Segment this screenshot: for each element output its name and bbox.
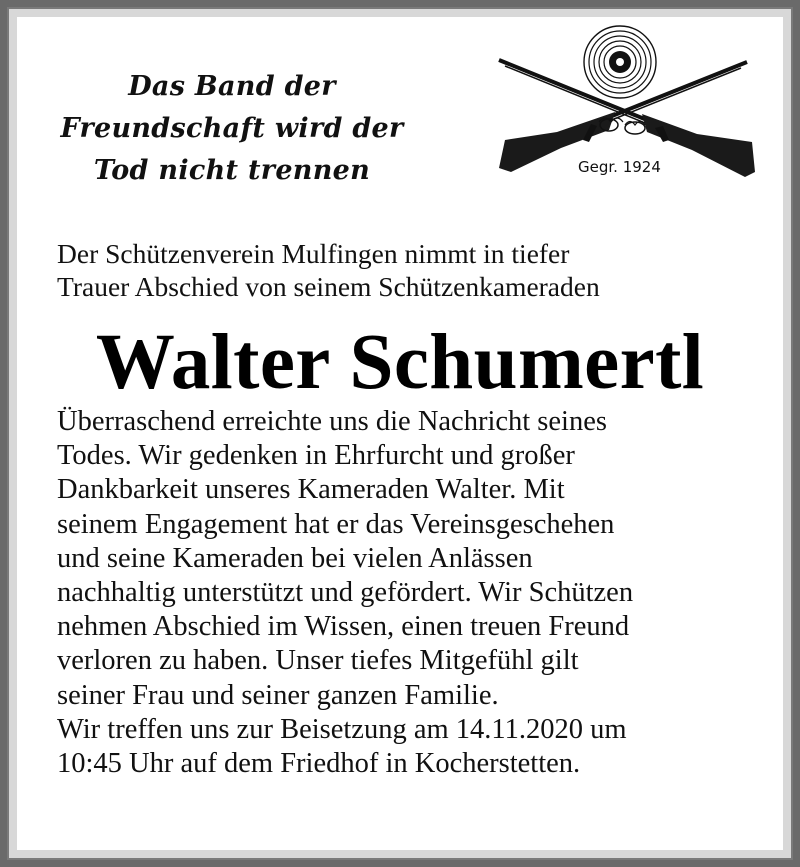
motto-line: Tod nicht trennen	[93, 155, 371, 186]
body-line: seinem Engagement hat er das Vereinsgeschehen	[57, 508, 615, 540]
body-line: nachhaltig unterstützt und gefördert. Wir Schützen	[57, 577, 634, 609]
body-line: und seine Kameraden bei vielen Anlässen	[57, 542, 533, 574]
motto-line: Freundschaft wird der	[60, 113, 404, 144]
target-icon	[584, 26, 656, 98]
body-line: verloren zu haben. Unser tiefes Mitgefühl gilt	[57, 645, 579, 677]
motto	[52, 66, 412, 192]
intro-line: Trauer Abschied von seinem Schützenkameraden	[57, 270, 600, 302]
body-line: 10:45 Uhr auf dem Friedhof in Kocherstetten.	[57, 748, 581, 780]
founded-year-label: Gegr. 1924	[578, 158, 661, 176]
intro-line: Der Schützenverein Mulfingen nimmt in tiefer	[57, 238, 570, 269]
intro-text	[57, 238, 757, 303]
deceased-name: Walter Schumertl	[95, 319, 705, 406]
body-line: Wir treffen uns zur Beisetzung am 14.11.2020 um	[57, 713, 627, 745]
obituary-body	[57, 405, 757, 781]
body-line: Dankbarkeit unseres Kameraden Walter. Mit	[57, 474, 565, 506]
body-line: nehmen Abschied im Wissen, einen treuen Freund	[57, 611, 630, 643]
body-line: Überraschend erreichte uns die Nachricht seines	[57, 406, 607, 437]
motto-line: Das Band der	[128, 71, 336, 102]
body-line: seiner Frau und seiner ganzen Familie.	[57, 679, 499, 711]
body-line: Todes. Wir gedenken in Ehrfurcht und großer	[57, 440, 575, 472]
